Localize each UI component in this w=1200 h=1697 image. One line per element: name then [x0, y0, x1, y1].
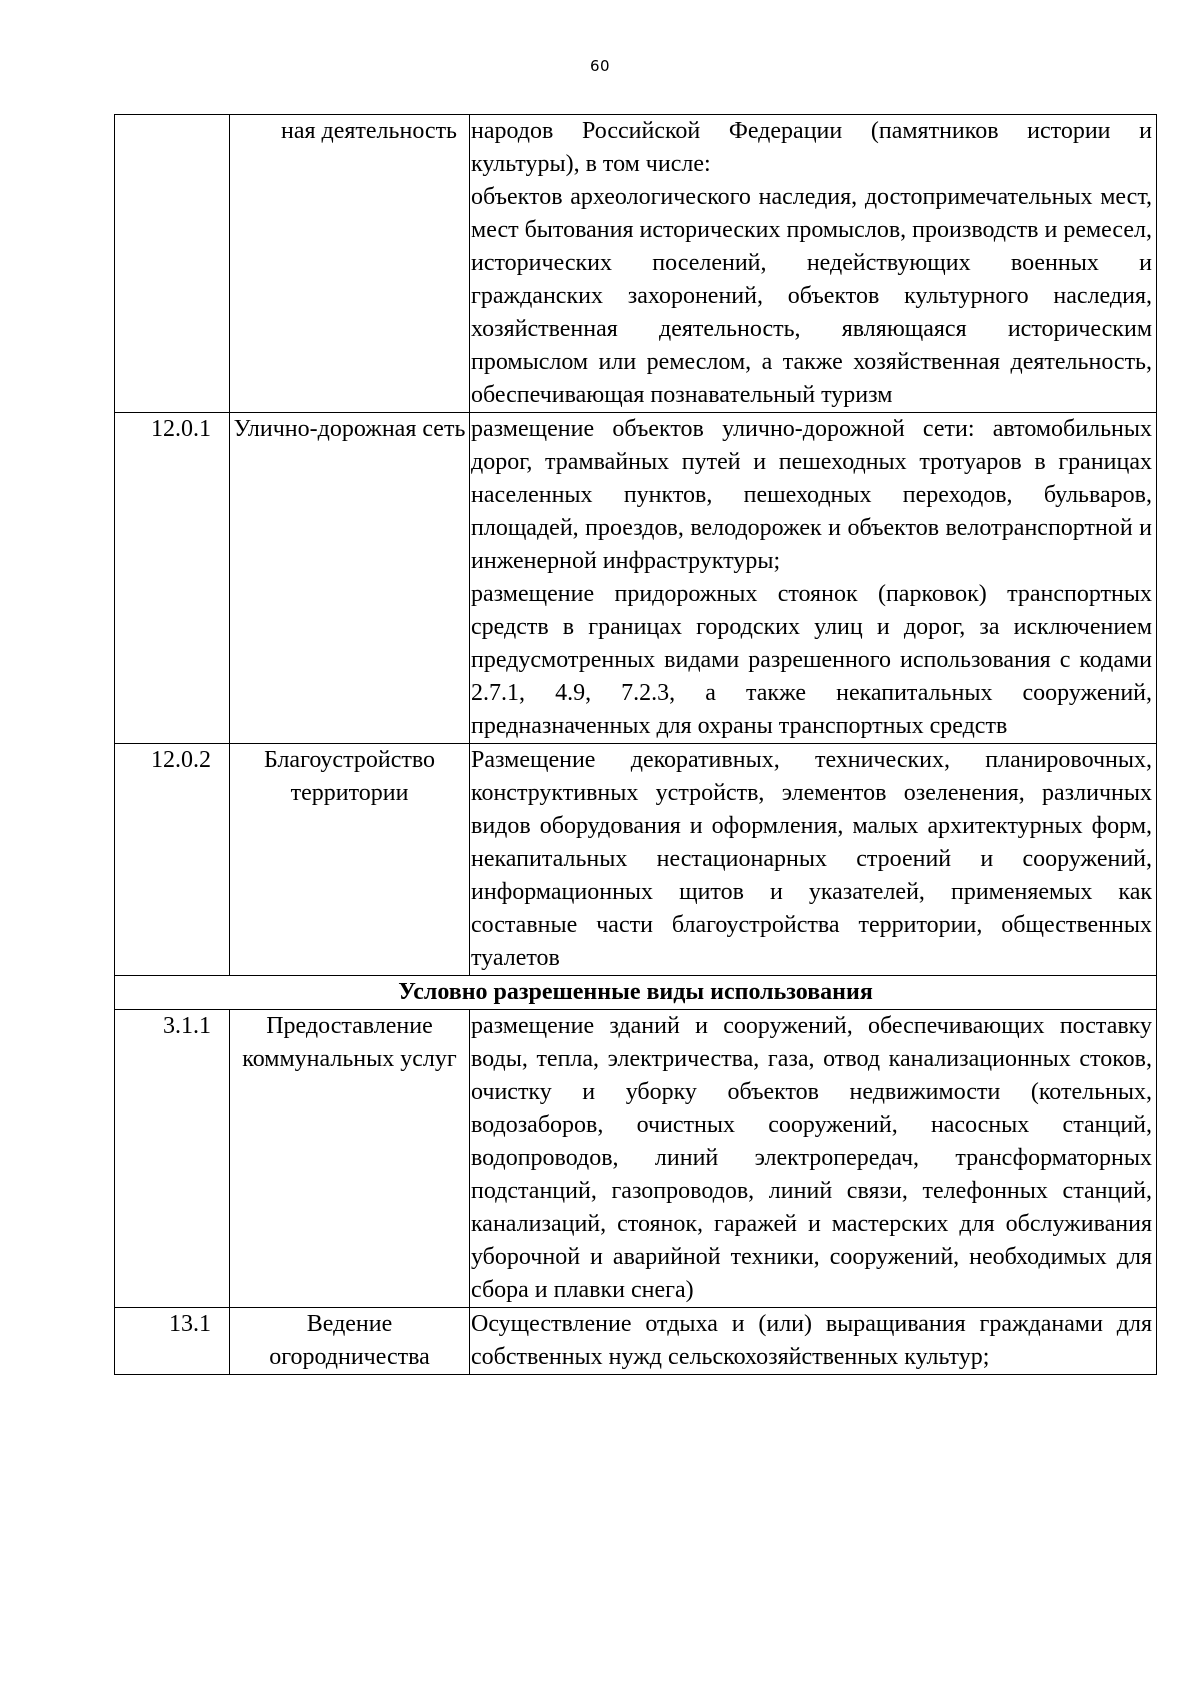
row-name: Ведение огородничества: [230, 1308, 470, 1375]
row-name: ная деятельность: [230, 115, 470, 413]
description-paragraph: размещение зданий и сооружений, обеспечивающих поставку воды, тепла, электричества, газа, отвод канализационных стоков, очистку и уборку объектов недвижимости (котельных, водозаборов, очистных сооружений, насосных станций, водопроводов, линий электропередач, трансформаторных подстанций, газопроводов, линий связи, телефонных станций, канализаций, стоянок, гаражей и мастерских для обслуживания уборочной и аварийной техники, сооружений, необходимых для сбора и плавки снега): [471, 1013, 1152, 1303]
row-description: [470, 115, 1157, 413]
row-code: 12.0.1: [115, 413, 230, 744]
table-row: [115, 413, 1157, 744]
row-name: Предоставление коммунальных услуг: [230, 1010, 470, 1308]
description-paragraph: Осуществление отдыха и (или) выращивания гражданами для собственных нужд сельскохозяйственных культур;: [471, 1311, 1152, 1370]
table-row: [115, 1308, 1157, 1375]
row-code: [115, 115, 230, 413]
table-row: [115, 115, 1157, 413]
description-paragraph: размещение придорожных стоянок (парковок) транспортных средств в границах городских улиц и дорог, за исключением предусмотренных видами разрешенного использования с кодами 2.7.1, 4.9, 7.2.3, а также некапитальных сооружений, предназначенных для охраны транспортных средств: [471, 581, 1152, 739]
section-heading: Условно разрешенные виды использования: [115, 976, 1157, 1010]
description-paragraph: размещение объектов улично-дорожной сети: автомобильных дорог, трамвайных путей и пешеходных тротуаров в границах населенных пунктов, пешеходных переходов, бульваров, площадей, проездов, велодорожек и объектов велотранспортной и инженерной инфраструктуры;: [471, 416, 1152, 574]
description-paragraph: народов Российской Федерации (памятников истории и культуры), в том числе:: [471, 118, 1152, 177]
row-description: [470, 1308, 1157, 1375]
row-code: 3.1.1: [115, 1010, 230, 1308]
table-row: [115, 744, 1157, 976]
row-description: [470, 413, 1157, 744]
section-heading-row: [115, 976, 1157, 1010]
row-description: [470, 1010, 1157, 1308]
row-code: 13.1: [115, 1308, 230, 1375]
row-name: Благоустройство территории: [230, 744, 470, 976]
page-number: 60: [589, 57, 611, 75]
description-paragraph: Размещение декоративных, технических, планировочных, конструктивных устройств, элементов озеленения, различных видов оборудования и оформления, малых архитектурных форм, некапитальных нестационарных строений и сооружений, информационных щитов и указателей, применяемых как составные части благоустройства территории, общественных туалетов: [471, 747, 1152, 971]
description-paragraph: объектов археологического наследия, достопримечательных мест, мест бытования исторических промыслов, производств и ремесел, исторических поселений, недействующих военных и гражданских захоронений, объектов культурного наследия, хозяйственная деятельность, являющаяся историческим промыслом или ремеслом, а также хозяйственная деятельность, обеспечивающая познавательный туризм: [471, 184, 1152, 408]
land-use-table: [114, 114, 1157, 1375]
row-code: 12.0.2: [115, 744, 230, 976]
row-name: Улично-дорожная сеть: [230, 413, 470, 744]
row-description: [470, 744, 1157, 976]
table-row: [115, 1010, 1157, 1308]
